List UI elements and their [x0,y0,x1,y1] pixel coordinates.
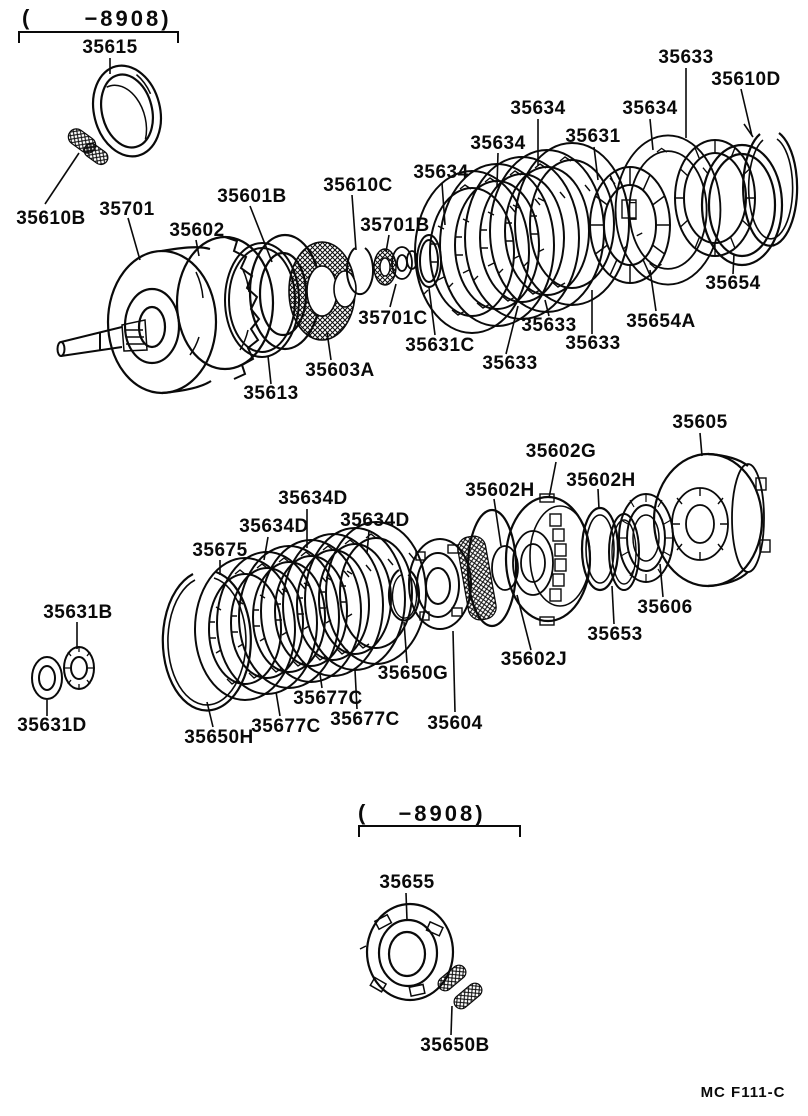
leader-line [733,254,734,274]
leader-line [451,1006,452,1035]
part-label-35602h-1: 35602H [465,480,535,501]
part-label-35604: 35604 [427,713,483,734]
leader-line [207,702,213,727]
part-label-35634-1: 35634 [413,162,469,183]
part-label-35615: 35615 [82,37,138,58]
part-label-35634d-1: 35634D [239,516,309,537]
leader-line [598,489,599,509]
part-35631c-ring [417,235,441,287]
part-label-35634d-3: 35634D [340,510,410,531]
part-label-35701b: 35701B [360,215,430,236]
part-label-35633-3: 35633 [565,333,621,354]
part-label-35701c: 35701C [358,308,428,329]
part-label-35613: 35613 [243,383,299,404]
leader-line [128,218,140,260]
part-label-35633-1: 35633 [658,47,714,68]
applicability-top-paren: ( [22,5,30,30]
applicability-bottom [358,800,520,837]
leader-line [497,153,498,186]
part-label-35650h: 35650H [184,727,254,748]
leader-line [268,356,271,384]
part-label-35631d: 35631D [17,715,87,736]
part-label-35653: 35653 [587,624,643,645]
part-35610d-snap-ring [743,124,797,246]
diagram-code: MC F111-C [700,1084,786,1101]
part-label-35606: 35606 [637,597,693,618]
leader-line [612,586,614,624]
leader-line [367,531,369,553]
part-label-35654: 35654 [705,273,761,294]
part-label-35634-2: 35634 [470,133,526,154]
leader-line [549,462,556,498]
applicability-bottom-bracket [359,826,520,837]
part-label-35655: 35655 [379,872,435,893]
part-35631b-washer [64,647,94,689]
leader-line [494,499,501,546]
leader-line [406,893,407,920]
part-35631d-washer [32,657,62,699]
applicability-top-range: −8908) [84,6,172,31]
part-label-35650b: 35650B [420,1035,490,1056]
part-label-35602h-2: 35602H [566,470,636,491]
leader-line [506,306,518,354]
part-35602g-piston-assembly [506,494,590,625]
part-35605-drum [654,454,770,586]
part-35603a-spring-assembly [289,242,356,340]
part-label-35601b: 35601B [217,186,287,207]
part-label-35677c-1: 35677C [251,716,321,737]
leader-line [45,153,79,204]
leader-line [650,270,656,311]
leader-line [276,692,280,716]
part-35701-clutch-drum [108,247,216,393]
leader-line [264,537,268,560]
part-label-35677c-3: 35677C [330,709,400,730]
leader-line [352,195,356,250]
part-label-35634d-2: 35634D [278,488,348,509]
part-35654-flange [702,145,782,265]
part-label-35631b: 35631B [43,602,113,623]
part-label-35610d: 35610D [711,69,781,90]
part-label-35634-3: 35634 [510,98,566,119]
leader-line [545,300,549,316]
shaft [58,320,148,356]
leader-line [250,206,272,262]
part-label-35603a: 35603A [305,360,375,381]
part-label-35605: 35605 [672,412,728,433]
part-label-35701: 35701 [99,199,155,220]
part-35650b-springs [435,962,485,1011]
part-label-35634-4: 35634 [622,98,678,119]
part-label-35602j: 35602J [500,649,568,670]
part-label-35677c-2: 35677C [293,688,363,709]
leader-line [660,564,663,597]
leader-line [453,631,455,712]
leader-line [320,674,322,688]
leader-line [700,433,702,456]
part-label-35610c: 35610C [323,175,393,196]
part-label-35602: 35602 [169,220,225,241]
applicability-bottom-range: −8908) [398,801,486,826]
part-label-35631c: 35631C [405,335,475,356]
part-labels [16,37,781,1056]
applicability-bottom-paren: ( [358,800,366,825]
leader-line [517,595,531,650]
part-label-35650g: 35650G [377,663,449,684]
part-35606-bushing [619,494,673,582]
part-label-35675: 35675 [192,540,248,561]
leader-line [650,119,653,150]
part-35610b-springs [65,126,110,168]
leader-line [390,284,396,307]
part-label-35602g: 35602G [525,441,597,462]
part-label-35610b: 35610B [16,208,86,229]
part-label-35631: 35631 [565,126,621,147]
part-label-35654a: 35654A [626,311,696,332]
part-label-35633-4: 35633 [482,353,538,374]
leader-line [404,622,407,663]
part-label-35633-2: 35633 [521,315,577,336]
